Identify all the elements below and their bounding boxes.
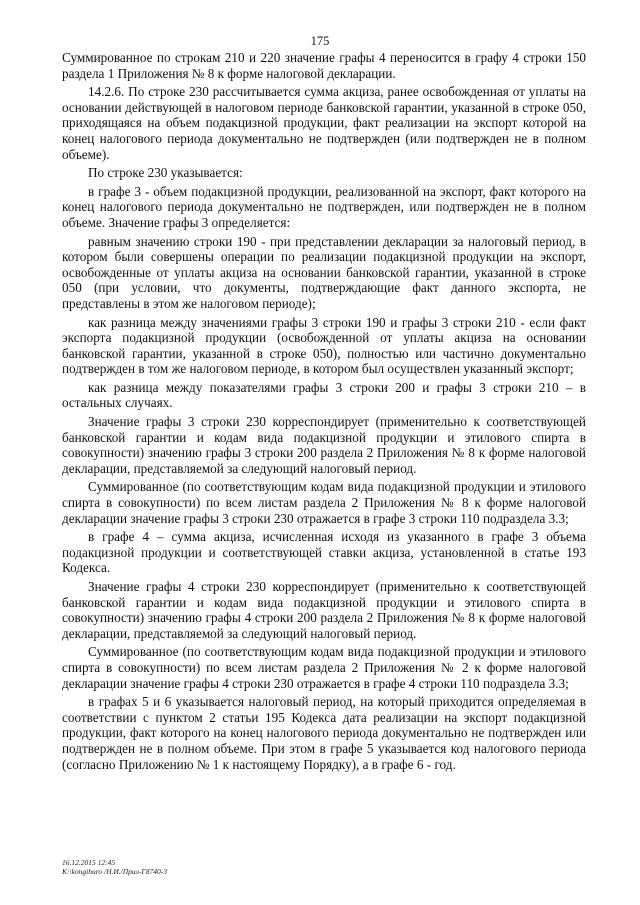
paragraph: Суммированное по строкам 210 и 220 значение графы 4 переносится в графу 4 строки 150 раздела 1 Приложения № 8 к форме налоговой декларации. xyxy=(62,50,586,81)
paragraph: в графе 3 - объем подакцизной продукции, реализованной на экспорт, факт которого на конец налогового периода документально не подтвержден, или подтвержден не в полном объеме. Значение графы 3 определяется: xyxy=(62,183,586,230)
paragraph: Суммированное (по соответствующим кодам вида подакцизной продукции и этилового спирта в совокупности) по всем листам раздела 2 Приложения № 2 к форме налоговой декларации значение графы 4 строки 230 отражается в графе 4 строки 110 подраздела 3.3; xyxy=(62,644,586,691)
paragraph: Суммированное (по соответствующим кодам вида подакцизной продукции и этилового спирта в совокупности) по всем листам раздела 2 Приложения № 8 к форме налоговой декларации значение графы 3 строки 230 отражается в графе 3 строки 110 подраздела 3.3; xyxy=(62,479,586,526)
document-footer xyxy=(62,858,362,876)
paragraph: как разница между показателями графы 3 строки 200 и графы 3 строки 210 – в остальных случаях. xyxy=(62,379,586,411)
paragraph: По строке 230 указывается: xyxy=(88,165,243,181)
paragraph: равным значению строки 190 - при представлении декларации за налоговый период, в котором были совершены операции по реализации подакцизной продукции на экспорт, освобожденные от уплаты акциза на основании банковской гарантии, указанной в строке 050 (при условии, что документы, подтверждающие факт данного экспорта, не представлены в этом же налоговом периоде); xyxy=(62,233,586,311)
footer-timestamp: 16.12.2015 12:45 xyxy=(62,858,116,867)
document-body xyxy=(62,50,586,775)
paragraph: 14.2.6. По строке 230 рассчитывается сумма акциза, ранее освобожденная от уплаты на основании действующей в налоговом периоде банковской гарантии, указанной в строке 050, приходящаяся на объем подакцизной продукции, факт реализации на экспорт которой на конец налогового периода документально не подтвержден (или подтвержден не в полном объеме). xyxy=(62,84,586,162)
paragraph: в графах 5 и 6 указывается налоговый период, на который приходится определяемая в соответствии с пунктом 2 статьи 195 Кодекса дата реализации на экспорт подакцизной продукции, факт которого на конец налогового периода документально не подтвержден или подтвержден не в полном объеме. При этом в графе 5 указывается код налогового периода (согласно Приложению № 1 к настоящему Порядку), а в графе 6 - год. xyxy=(62,694,586,772)
paragraph: Значение графы 4 строки 230 корреспондирует (применительно к соответствующей банковской гарантии и кодам вида подакцизной продукции и этилового спирта в совокупности) значению графы 4 строки 200 раздела 2 Приложения № 8 к форме налоговой декларации, представляемой за следующий налоговый период. xyxy=(62,579,586,641)
paragraph: в графе 4 – сумма акциза, исчисленная исходя из указанного в графе 3 объема подакцизной продукции и соответствующей ставки акциза, установленной в статье 193 Кодекса. xyxy=(62,529,586,576)
page-number: 175 xyxy=(310,34,330,48)
paragraph: Значение графы 3 строки 230 корреспондирует (применительно к соответствующей банковской гарантии и кодам вида подакцизной продукции и этилового спирта в совокупности) значению графы 3 строки 200 раздела 2 Приложения № 8 к форме налоговой декларации, представляемой за следующий налоговый период. xyxy=(62,414,586,476)
footer-file-path: К:\kongihuro /Н.И./Прил-Г8740-3 xyxy=(62,867,167,876)
paragraph: как разница между значениями графы 3 строки 190 и графы 3 строки 210 - если факт экспорта подакцизной продукции (освобожденной от уплаты акциза на основании банковской гарантии, указанной в строке 050), полностью или частично документально подтвержден в том же налоговом периоде, в котором был осуществлен указанный экспорт; xyxy=(62,314,586,377)
